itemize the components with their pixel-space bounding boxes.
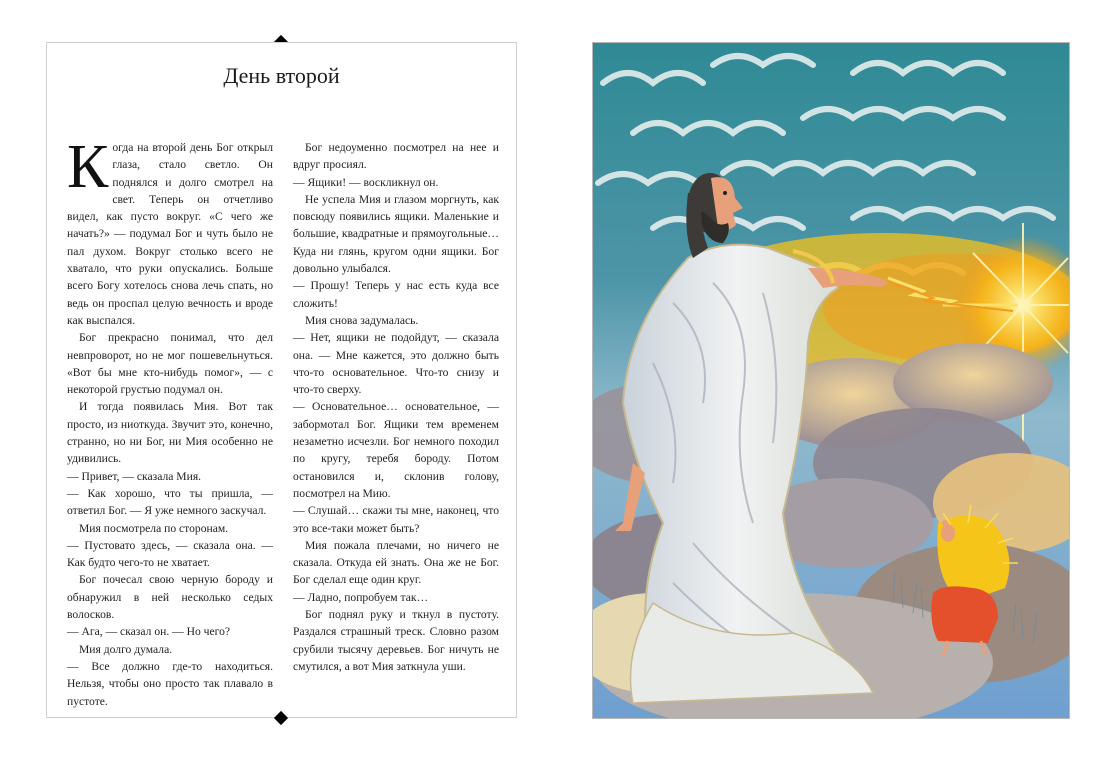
dialogue-line: — Ящики! — воскликнул он. [293,175,439,189]
column-1 [67,133,273,710]
illustration-painting [593,43,1070,719]
dialogue-line: — Прошу! Теперь у нас есть куда все сложить! [293,279,499,310]
dialogue-line: — Нет, ящики не подойдут, — сказала она. — Мне кажется, это должно быть что-то основательное. Что-то снизу и что-то сверху. [293,331,499,397]
paragraph: Бог прекрасно понимал, что дел невпроворот, но не мог пошевельнуться. «Вот бы мне кто-нибудь помог», — с некоторой грустью подумал он. [67,331,273,397]
paragraph: Не успела Мия и глазом моргнуть, как повсюду появились ящики. Маленькие и большие, квадратные и прямоугольные… Куда ни глянь, кругом одни ящики. Бог довольно улыбался. [293,192,499,276]
text-page [46,42,517,718]
dialogue-line: — Ага, — сказал он. — Но чего? [67,625,231,639]
paragraph: Бог недоуменно посмотрел на нее и вдруг просиял. [293,141,499,172]
dialogue-line: — Как хорошо, что ты пришла, — ответил Бог. — Я уже немного заскучал. [67,486,273,518]
paragraph: Мия посмотрела по сторонам. [79,521,229,535]
dialogue-line: — Слушай… скажи ты мне, наконец, что это все-таки может быть? [293,504,499,535]
paragraph: И тогда появилась Мия. Вот так просто, из ниоткуда. Звучит это, конечно, странно, но ни Бог, ни Мия особенно не удивились. [67,400,273,466]
dialogue-line: — Все должно где-то находиться. Нельзя, чтобы оно просто так плавало в пустоте. [67,659,273,708]
paragraph: Когда на второй день Бог открыл глаза, стало светло. Он поднялся и долго смотрел на свет. Теперь он отчетливо видел, как пусто вокруг. «С чего же начать?» — подумал Бог и чуть было не пал духом. Вокруг столько всего не хватало, что руки опускались. Больше всего Богу хотелось снова лечь спать, но ведь он проспал целую вечность и вроде как выспался. [67,133,273,327]
chapter-title: День второй [223,63,340,88]
paragraph: Мия снова задумалась. [305,313,419,327]
paragraph: Бог почесал свою черную бороду и обнаружил в ней несколько седых волосков. [67,573,273,622]
dialogue-line: — Ладно, попробуем так… [293,590,429,604]
paragraph: Мия пожала плечами, но ничего не сказала. Откуда ей знать. Она же не Бог. Бог сделал еще один круг. [293,538,499,587]
dialogue-line: — Привет, — сказала Мия. [67,469,202,483]
paragraph: Мия долго думала. [79,642,173,656]
column-2 [293,139,499,710]
paragraph: Бог поднял руку и ткнул в пустоту. Раздался страшный треск. Словно разом срубили тысячу деревьев. Бог ничуть не смутился, а вот Мия заткнула уши. [293,608,499,673]
dialogue-line: — Пустовато здесь, — сказала она. — Как будто чего-то не хватает. [67,538,273,570]
drop-cap: К [67,133,109,201]
text-columns [67,133,499,710]
dialogue-line: — Основательное… основательное, — забормотал Бог. Ящики тем временем незаметно исчезли. Бог немного походил по кругу, теребя бороду. Потом остановился и, склонив голову, посмотрел на Мию. [293,400,499,500]
illustration [592,42,1070,719]
